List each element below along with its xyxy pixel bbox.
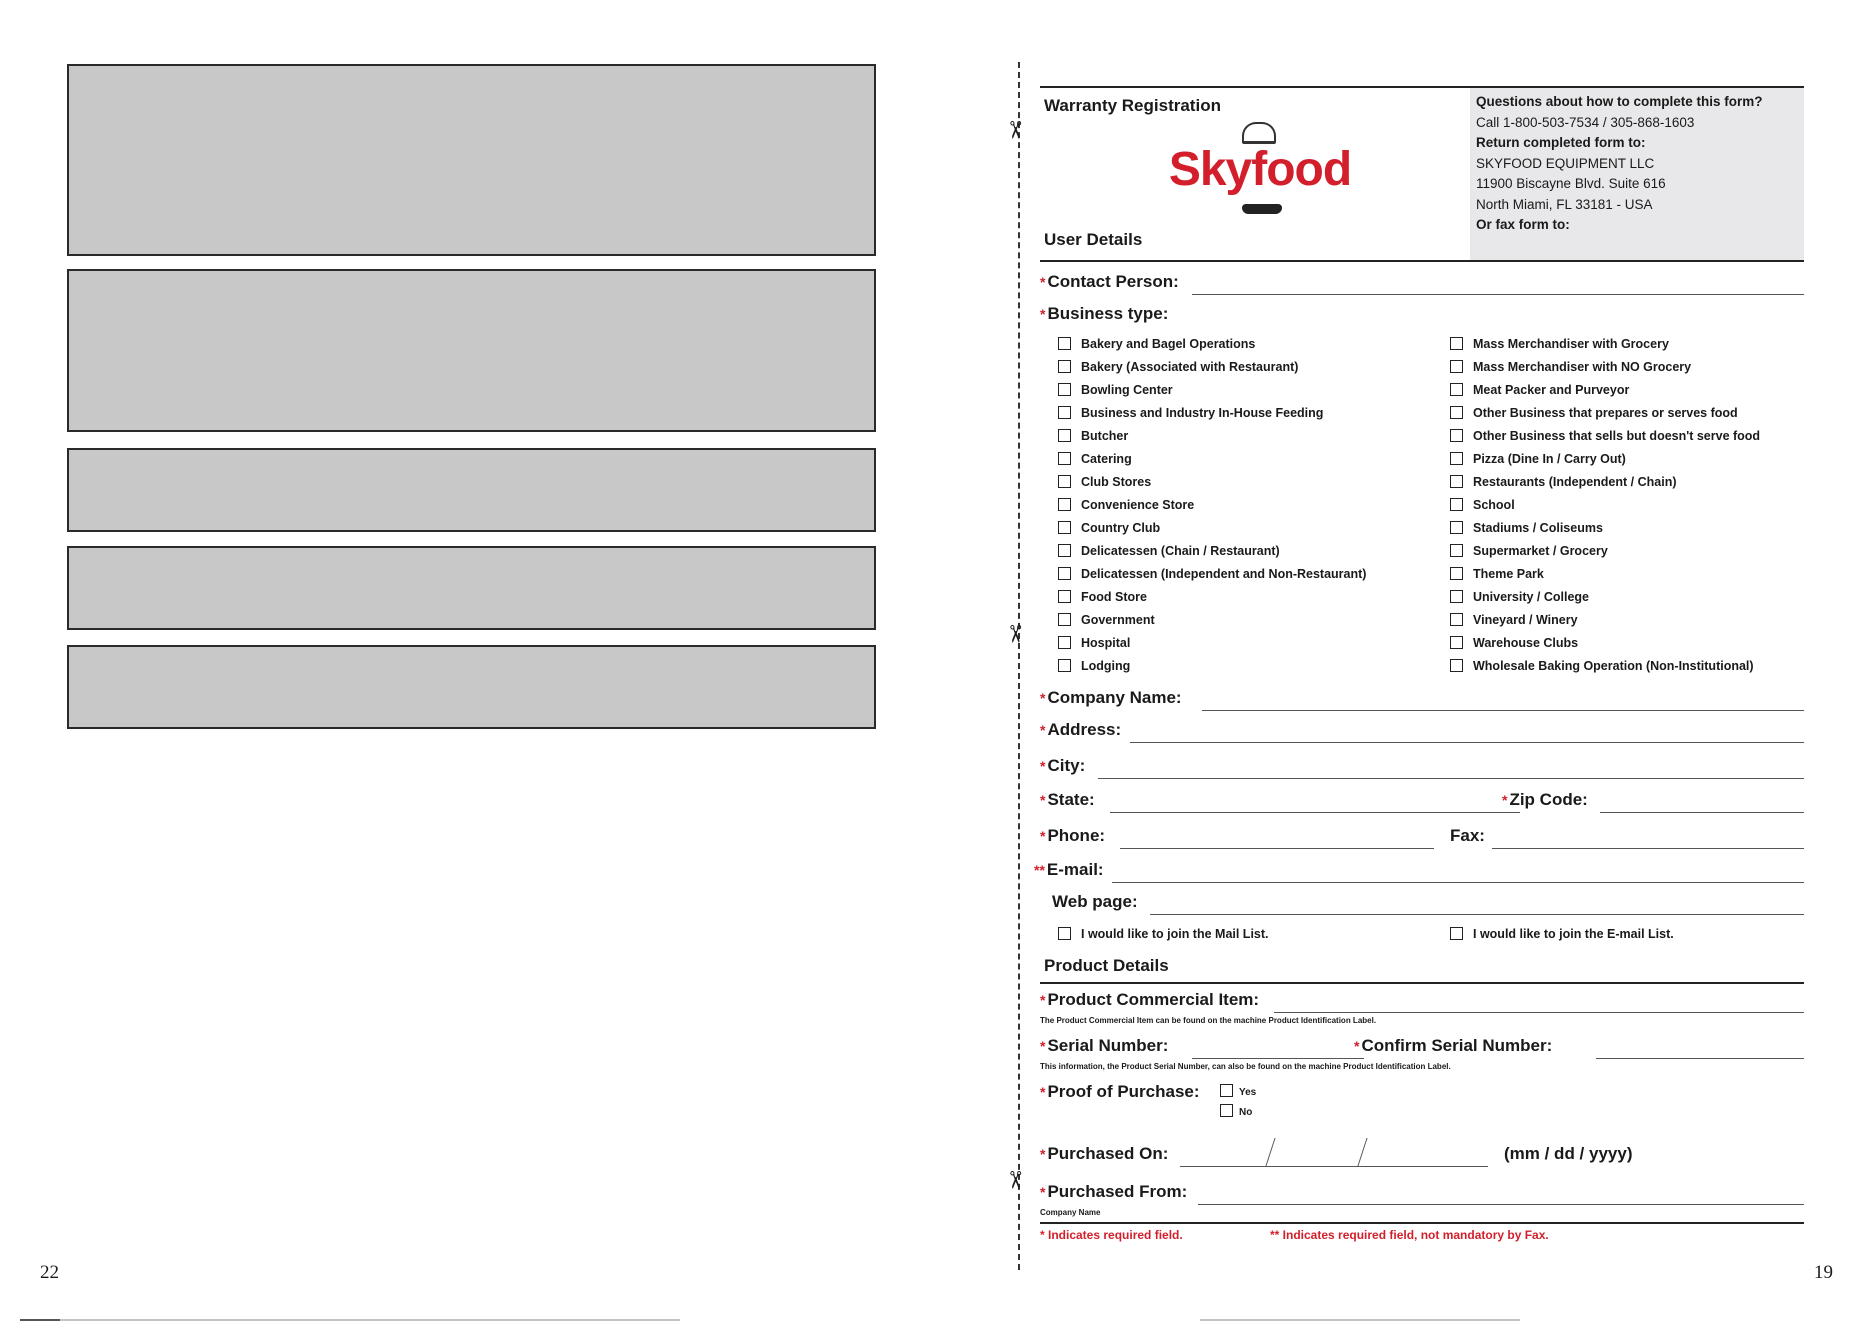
business-type-option[interactable]	[1058, 405, 1323, 425]
purchased-on-label: * Purchased On:	[1040, 1144, 1169, 1163]
purchased-on-field[interactable]	[1180, 1166, 1488, 1167]
business-type-label: Wholesale Baking Operation (Non-Institutional)	[1473, 659, 1754, 673]
business-type-option[interactable]	[1450, 658, 1754, 678]
contact-person-label: * Contact Person:	[1040, 272, 1179, 291]
business-type-label: Warehouse Clubs	[1473, 636, 1579, 650]
checkbox[interactable]	[1058, 360, 1071, 373]
business-type-label: Bakery (Associated with Restaurant)	[1081, 360, 1299, 374]
checkbox[interactable]	[1450, 452, 1463, 465]
left-page-number: 22	[40, 1262, 59, 1283]
info-line: North Miami, FL 33181 - USA	[1476, 196, 1653, 212]
product-details-heading: Product Details	[1044, 956, 1169, 975]
section-rule	[1040, 982, 1804, 984]
phone-field[interactable]	[1120, 848, 1434, 849]
mustache-icon	[1242, 204, 1282, 214]
business-type-label: Mass Merchandiser with NO Grocery	[1473, 360, 1692, 374]
info-line: Or fax form to:	[1476, 217, 1570, 232]
gray-box-1	[67, 64, 876, 256]
business-type-option[interactable]	[1450, 589, 1589, 609]
business-type-option[interactable]	[1058, 451, 1132, 471]
warranty-form	[1034, 86, 1804, 1246]
business-type-option[interactable]	[1450, 474, 1677, 494]
gray-box-5	[67, 645, 876, 729]
info-line: Questions about how to complete this form?	[1476, 94, 1763, 109]
purchased-from-field[interactable]	[1198, 1204, 1804, 1205]
skyfood-logo	[1150, 122, 1370, 232]
form-title: Warranty Registration	[1044, 96, 1221, 115]
right-page-number: 19	[1814, 1262, 1833, 1283]
scissors-icon: ✂	[1001, 623, 1029, 645]
checkbox[interactable]	[1058, 659, 1071, 672]
business-type-label: Convenience Store	[1081, 498, 1195, 512]
checkbox[interactable]	[1450, 429, 1463, 442]
zip-code-field[interactable]	[1600, 812, 1804, 813]
zip-code-label: * Zip Code:	[1502, 790, 1588, 809]
checkbox[interactable]	[1058, 544, 1071, 557]
checkbox[interactable]	[1450, 383, 1463, 396]
business-type-label: Other Business that sells but doesn't serve food	[1473, 429, 1761, 443]
gray-box-4	[67, 546, 876, 630]
bottom-edge-strip	[0, 1316, 1872, 1324]
checkbox[interactable]	[1058, 452, 1071, 465]
chef-hat-icon	[1242, 122, 1276, 144]
business-type-label: Food Store	[1081, 590, 1147, 604]
web-page-label: Web page:	[1052, 892, 1138, 911]
business-type-option[interactable]	[1058, 520, 1160, 540]
fax-label: Fax:	[1450, 826, 1485, 845]
business-type-label: Lodging	[1081, 659, 1131, 673]
checkbox[interactable]	[1450, 544, 1463, 557]
product-item-field[interactable]	[1274, 1012, 1804, 1013]
business-type-label: Delicatessen (Independent and Non-Restaurant)	[1081, 567, 1367, 581]
info-line: Return completed form to:	[1476, 135, 1646, 150]
phone-label: * Phone:	[1040, 826, 1106, 845]
checkbox[interactable]	[1058, 636, 1071, 649]
checkbox[interactable]	[1450, 498, 1463, 511]
business-type-label: School	[1473, 498, 1515, 512]
business-type-label: Delicatessen (Chain / Restaurant)	[1081, 544, 1280, 558]
business-type-label: Supermarket / Grocery	[1473, 544, 1608, 558]
serial-note: This information, the Product Serial Number, can also be found on the machine Product Identification Label.	[1040, 1062, 1451, 1071]
email-field[interactable]	[1112, 882, 1804, 883]
user-details-heading: User Details	[1044, 230, 1143, 249]
checkbox[interactable]	[1058, 567, 1071, 580]
date-separator	[1357, 1138, 1368, 1166]
business-type-option[interactable]	[1058, 543, 1280, 563]
info-line: 11900 Biscayne Blvd. Suite 616	[1476, 176, 1666, 191]
state-label: * State:	[1040, 790, 1095, 809]
business-type-label: Mass Merchandiser with Grocery	[1473, 337, 1669, 351]
checkbox[interactable]	[1058, 927, 1071, 940]
contact-person-field[interactable]	[1192, 294, 1804, 295]
checkbox[interactable]	[1450, 659, 1463, 672]
business-type-option[interactable]	[1450, 635, 1578, 655]
checkbox[interactable]	[1450, 475, 1463, 488]
business-type-option[interactable]	[1058, 382, 1173, 402]
business-type-option[interactable]	[1058, 566, 1366, 586]
checkbox[interactable]	[1450, 613, 1463, 626]
business-type-label: Vineyard / Winery	[1473, 613, 1578, 627]
footnote-required-fax: ** Indicates required field, not mandatory by Fax.	[1270, 1228, 1549, 1242]
scissors-icon: ✂	[1001, 1169, 1029, 1191]
business-type-label: Government	[1081, 613, 1155, 627]
state-field[interactable]	[1110, 812, 1520, 813]
business-type-label: Country Club	[1081, 521, 1161, 535]
confirm-serial-label: * Confirm Serial Number:	[1354, 1036, 1553, 1055]
checkbox[interactable]	[1450, 521, 1463, 534]
checkbox[interactable]	[1058, 429, 1071, 442]
checkbox[interactable]	[1220, 1084, 1233, 1097]
checkbox[interactable]	[1058, 337, 1071, 350]
checkbox[interactable]	[1450, 567, 1463, 580]
business-type-label: Butcher	[1081, 429, 1129, 443]
checkbox[interactable]	[1450, 927, 1463, 940]
date-format-hint: (mm / dd / yyyy)	[1504, 1144, 1633, 1163]
cut-line	[1018, 62, 1020, 1270]
business-type-label: Other Business that prepares or serves food	[1473, 406, 1738, 420]
checkbox[interactable]	[1450, 590, 1463, 603]
business-type-option[interactable]	[1058, 497, 1194, 517]
proof-no-option[interactable]: No	[1220, 1104, 1252, 1124]
business-type-label: Business and Industry In-House Feeding	[1081, 406, 1324, 420]
checkbox[interactable]	[1450, 337, 1463, 350]
info-line: SKYFOOD EQUIPMENT LLC	[1476, 155, 1655, 171]
footnote-required: * Indicates required field.	[1040, 1228, 1183, 1242]
logo-text: Skyfood	[1168, 143, 1352, 196]
business-type-option[interactable]	[1450, 451, 1626, 471]
checkbox[interactable]	[1450, 406, 1463, 419]
email-list-option[interactable]: I would like to join the E-mail List.	[1450, 926, 1674, 946]
checkbox[interactable]	[1058, 521, 1071, 534]
info-line: Call 1-800-503-7534 / 305-868-1603	[1476, 114, 1695, 130]
business-type-option[interactable]	[1450, 382, 1629, 402]
date-separator	[1265, 1138, 1276, 1166]
business-type-option[interactable]	[1058, 336, 1255, 356]
business-type-option[interactable]	[1058, 428, 1128, 448]
business-type-option[interactable]	[1450, 520, 1603, 540]
city-field[interactable]	[1098, 778, 1804, 779]
business-type-option[interactable]	[1058, 658, 1130, 678]
business-type-option[interactable]	[1450, 428, 1760, 448]
business-type-label: Pizza (Dine In / Carry Out)	[1473, 452, 1626, 466]
business-type-label: Stadiums / Coliseums	[1473, 521, 1603, 535]
mail-list-option[interactable]: I would like to join the Mail List.	[1058, 926, 1269, 946]
checkbox[interactable]	[1058, 406, 1071, 419]
gray-box-2	[67, 269, 876, 432]
contact-info-panel	[1470, 88, 1804, 260]
proof-yes-option[interactable]: Yes	[1220, 1084, 1256, 1104]
checkbox[interactable]	[1058, 613, 1071, 626]
serial-number-label: * Serial Number:	[1040, 1036, 1169, 1055]
business-type-option[interactable]	[1450, 543, 1608, 563]
business-type-option[interactable]	[1450, 497, 1515, 517]
fax-field[interactable]	[1492, 848, 1804, 849]
checkbox[interactable]	[1058, 475, 1071, 488]
checkbox[interactable]	[1450, 636, 1463, 649]
checkbox[interactable]	[1058, 590, 1071, 603]
business-type-option[interactable]	[1058, 635, 1130, 655]
business-type-label: Club Stores	[1081, 475, 1152, 489]
footer-rule	[1040, 1222, 1804, 1224]
address-label: * Address:	[1040, 720, 1122, 739]
business-type-option[interactable]	[1450, 612, 1578, 632]
company-name-note: Company Name	[1040, 1208, 1101, 1217]
business-type-option[interactable]	[1450, 405, 1738, 425]
business-type-option[interactable]	[1058, 474, 1151, 494]
confirm-serial-field[interactable]	[1596, 1058, 1804, 1059]
checkbox[interactable]	[1220, 1104, 1233, 1117]
business-type-label: Catering	[1081, 452, 1132, 466]
company-name-label: * Company Name:	[1040, 688, 1182, 707]
section-rule	[1040, 260, 1804, 262]
business-type-label: * Business type:	[1040, 304, 1169, 323]
business-type-option[interactable]	[1058, 589, 1147, 609]
business-type-label: Theme Park	[1473, 567, 1544, 581]
email-label: ** E-mail:	[1034, 860, 1104, 879]
gray-box-3	[67, 448, 876, 532]
business-type-label: Bowling Center	[1081, 383, 1173, 397]
business-type-option[interactable]	[1450, 359, 1691, 379]
checkbox[interactable]	[1058, 383, 1071, 396]
company-name-field[interactable]	[1202, 710, 1804, 711]
city-label: * City:	[1040, 756, 1086, 775]
checkbox[interactable]	[1058, 498, 1071, 511]
business-type-label: Hospital	[1081, 636, 1131, 650]
business-type-label: University / College	[1473, 590, 1590, 604]
checkbox[interactable]	[1450, 360, 1463, 373]
product-item-note: The Product Commercial Item can be found on the machine Product Identification Label.	[1040, 1016, 1377, 1025]
business-type-label: Restaurants (Independent / Chain)	[1473, 475, 1677, 489]
business-type-option[interactable]	[1058, 612, 1155, 632]
purchased-from-label: * Purchased From:	[1040, 1182, 1188, 1201]
scissors-icon: ✂	[1001, 119, 1029, 141]
proof-of-purchase-label: * Proof of Purchase:	[1040, 1082, 1200, 1101]
product-item-label: * Product Commercial Item:	[1040, 990, 1260, 1009]
business-type-label: Meat Packer and Purveyor	[1473, 383, 1630, 397]
business-type-option[interactable]	[1058, 359, 1298, 379]
address-field[interactable]	[1130, 742, 1804, 743]
serial-number-field[interactable]	[1192, 1058, 1364, 1059]
web-page-field[interactable]	[1150, 914, 1804, 915]
business-type-option[interactable]	[1450, 566, 1544, 586]
business-type-option[interactable]	[1450, 336, 1669, 356]
business-type-label: Bakery and Bagel Operations	[1081, 337, 1256, 351]
